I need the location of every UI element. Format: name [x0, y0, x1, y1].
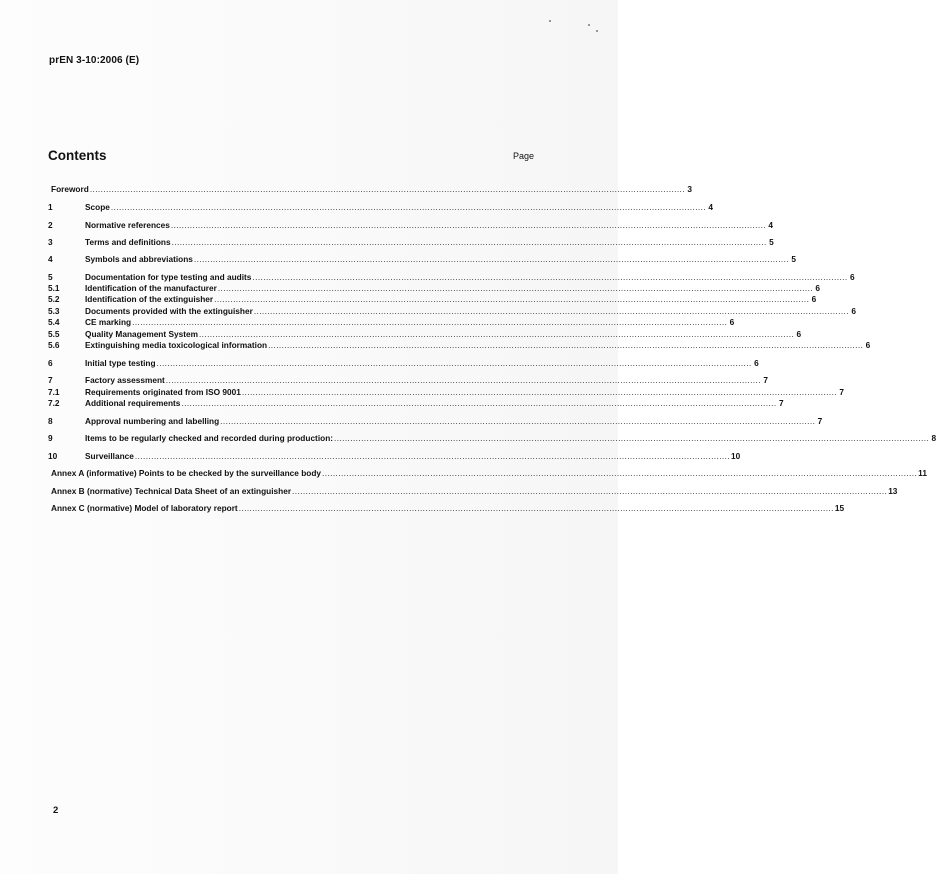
toc-entry[interactable] — [48, 272, 855, 283]
scan-speck — [596, 30, 598, 32]
toc-leader-dots: ............................................................................................................................................................................................................................ — [134, 451, 731, 461]
toc-entry[interactable] — [48, 398, 784, 409]
toc-entry-title: Approval numbering and labelling — [85, 416, 220, 426]
toc-entry-page: 7 — [778, 398, 784, 408]
toc-entry[interactable] — [48, 340, 871, 351]
toc-entry-annex-a[interactable] — [48, 468, 927, 479]
toc-entry-page: 6 — [796, 329, 802, 339]
toc-entry-title: Scope — [85, 202, 110, 212]
toc-entry-page: 3 — [687, 184, 692, 194]
scan-speck — [549, 20, 551, 22]
toc-entry-title: Identification of the manufacturer — [85, 283, 217, 293]
toc-entry-page: 6 — [754, 358, 759, 368]
toc-leader-dots: ............................................................................................................................................................................................................................ — [292, 486, 888, 496]
toc-entry[interactable] — [48, 329, 802, 340]
toc-entry[interactable] — [48, 202, 714, 213]
toc-entry-number: 7.2 — [48, 398, 60, 408]
document-identifier: prEN 3-10:2006 (E) — [49, 55, 140, 66]
toc-entry-page: 4 — [708, 202, 714, 212]
toc-entry-number: 5.5 — [48, 329, 60, 339]
toc-entry[interactable] — [48, 294, 817, 305]
toc-entry[interactable] — [48, 220, 773, 231]
toc-leader-dots: ............................................................................................................................................................................................................................ — [165, 375, 761, 385]
toc-entry-page: 7 — [763, 375, 768, 385]
toc-entry-number: 1 — [48, 202, 53, 212]
toc-entry-page: 5 — [769, 237, 774, 247]
toc-entry-number: 5.3 — [48, 306, 60, 316]
toc-entry-number: 4 — [48, 254, 53, 264]
toc-entry-title: Identification of the extinguisher — [85, 294, 214, 304]
page-number: 2 — [53, 805, 59, 816]
toc-entry-page: 7 — [817, 416, 823, 426]
toc-entry[interactable] — [48, 237, 774, 248]
toc-leader-dots: ............................................................................................................................................................................................................................ — [171, 237, 767, 247]
toc-entry-title: Documents provided with the extinguisher — [85, 306, 253, 316]
page-column-label: Page — [513, 151, 535, 161]
toc-entry-number: 5.4 — [48, 317, 60, 327]
toc-leader-dots: ............................................................................................................................................................................................................................ — [156, 358, 752, 368]
toc-entry-number: 3 — [48, 237, 53, 247]
toc-entry-annex-b[interactable] — [48, 486, 898, 497]
contents-heading: Contents — [48, 148, 107, 163]
toc-entry-title: Quality Management System — [85, 329, 198, 339]
toc-leader-dots: ............................................................................................................................................................................................................................ — [110, 202, 707, 212]
toc-entry[interactable] — [48, 433, 936, 444]
toc-entry-page: 6 — [865, 340, 871, 350]
toc-entry-title: Additional requirements — [85, 398, 181, 408]
toc-leader-dots: ............................................................................................................................................................................................................................ — [252, 272, 848, 282]
toc-entry[interactable] — [48, 375, 768, 386]
toc-leader-dots: ............................................................................................................................................................................................................................ — [198, 329, 795, 339]
toc-entry-title: Documentation for type testing and audits — [85, 272, 252, 282]
toc-entry-title: Surveillance — [85, 451, 134, 461]
toc-entry-number: 2 — [48, 220, 53, 230]
toc-entry-page: 5 — [791, 254, 797, 264]
toc-entry-number: 5.6 — [48, 340, 60, 350]
toc-entry-page: 15 — [834, 503, 845, 513]
toc-entry[interactable] — [48, 387, 844, 398]
toc-entry-title: Factory assessment — [85, 375, 165, 385]
toc-entry-number: 6 — [48, 358, 53, 368]
toc-leader-dots: ............................................................................................................................................................................................................................ — [253, 306, 849, 316]
toc-entry[interactable] — [48, 358, 759, 369]
toc-entry[interactable] — [48, 451, 741, 462]
toc-entry-page: 7 — [839, 387, 844, 397]
toc-entry-page: 6 — [729, 317, 735, 327]
toc-entry-title: CE marking — [85, 317, 132, 327]
toc-leader-dots: ............................................................................................................................................................................................................................ — [89, 184, 685, 194]
toc-entry-title: Symbols and abbreviations — [85, 254, 193, 264]
toc-entry-page: 4 — [768, 220, 773, 230]
toc-entry-title: Items to be regularly checked and recorded during production: — [85, 433, 334, 443]
toc-leader-dots: ............................................................................................................................................................................................................................ — [217, 283, 813, 293]
toc-entry-title: Requirements originated from ISO 9001 — [85, 387, 241, 397]
toc-entry-number: 5.2 — [48, 294, 60, 304]
toc-entry-page: 11 — [918, 468, 927, 478]
toc-entry-page: 6 — [815, 283, 820, 293]
toc-entry-title: Initial type testing — [85, 358, 156, 368]
toc-entry-page: 6 — [811, 294, 817, 304]
toc-entry-number: 8 — [48, 416, 53, 426]
toc-entry-page: 8 — [931, 433, 936, 443]
toc-leader-dots: ............................................................................................................................................................................................................................ — [334, 433, 930, 443]
toc-entry-title: Terms and definitions — [85, 237, 171, 247]
toc-leader-dots: ............................................................................................................................................................................................................................ — [132, 317, 728, 327]
toc-entry-number: 5 — [48, 272, 53, 282]
toc-leader-dots: ............................................................................................................................................................................................................................ — [268, 340, 864, 350]
toc-entry-number: 9 — [48, 433, 53, 443]
toc-entry-number: 7 — [48, 375, 53, 385]
toc-entry-title: Annex C (normative) Model of laboratory report — [51, 503, 238, 513]
toc-entry[interactable] — [48, 283, 820, 294]
toc-entry-page: 10 — [731, 451, 741, 461]
toc-entry-title: Annex B (normative) Technical Data Sheet of an extinguisher — [51, 486, 292, 496]
toc-entry[interactable] — [48, 306, 856, 317]
toc-entry[interactable] — [48, 254, 797, 265]
toc-entry-title: Foreword — [51, 184, 89, 194]
toc-entry-number: 10 — [48, 451, 58, 461]
toc-leader-dots: ............................................................................................................................................................................................................................ — [220, 416, 816, 426]
toc-leader-dots: ............................................................................................................................................................................................................................ — [238, 503, 834, 513]
toc-entry-foreword[interactable] — [48, 184, 692, 195]
toc-entry-title: Extinguishing media toxicological information — [85, 340, 268, 350]
toc-leader-dots: ............................................................................................................................................................................................................................ — [170, 220, 766, 230]
toc-leader-dots: ............................................................................................................................................................................................................................ — [214, 294, 810, 304]
toc-entry-title: Normative references — [85, 220, 170, 230]
toc-entry-page: 13 — [888, 486, 898, 496]
toc-entry-page: 6 — [851, 306, 856, 316]
toc-entry-number: 7.1 — [48, 387, 60, 397]
scan-speck — [588, 24, 590, 26]
toc-leader-dots: ............................................................................................................................................................................................................................ — [181, 398, 777, 408]
toc-entry-page: 6 — [849, 272, 855, 282]
toc-entry-annex-c[interactable] — [48, 503, 845, 514]
toc-entry[interactable] — [48, 416, 823, 427]
toc-leader-dots: ............................................................................................................................................................................................................................ — [193, 254, 790, 264]
toc-leader-dots: ............................................................................................................................................................................................................................ — [322, 468, 918, 478]
toc-entry-title: Annex A (informative) Points to be checked by the surveillance body — [51, 468, 322, 478]
toc-leader-dots: ............................................................................................................................................................................................................................ — [241, 387, 837, 397]
toc-entry-number: 5.1 — [48, 283, 60, 293]
toc-entry[interactable] — [48, 317, 735, 328]
